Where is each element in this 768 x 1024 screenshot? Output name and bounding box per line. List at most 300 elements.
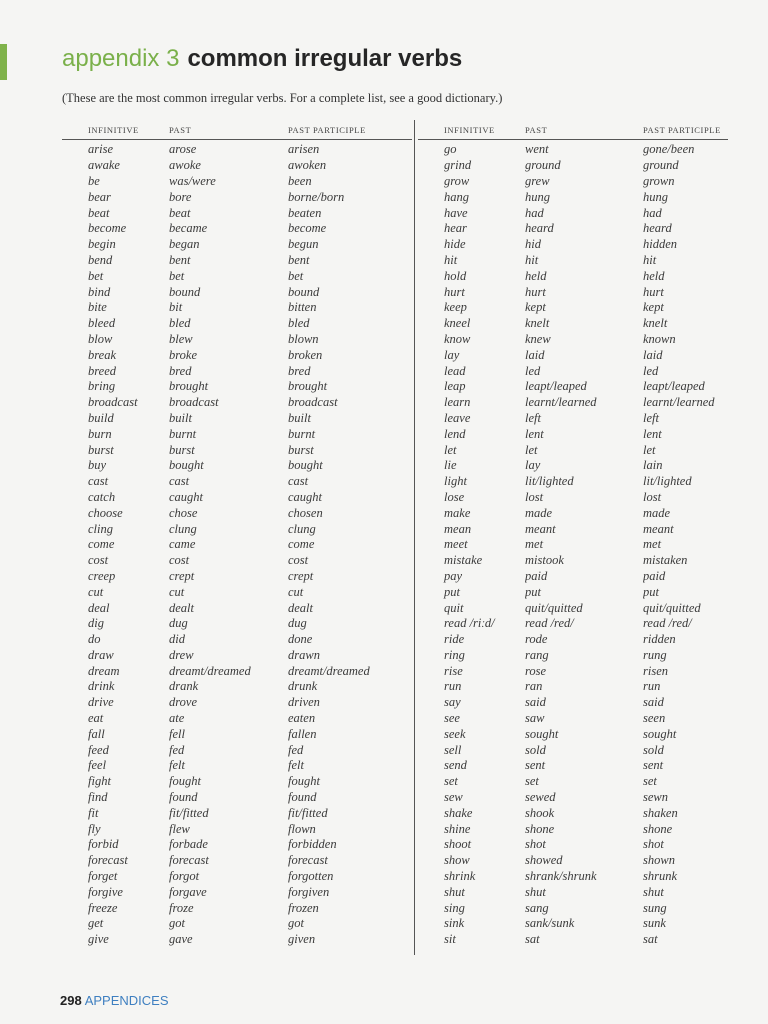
infinitive-cell: put: [444, 584, 460, 599]
past-participle-cell: hurt: [643, 284, 664, 299]
header-infinitive: INFINITIVE: [444, 125, 495, 135]
table-row: [418, 332, 728, 348]
past-cell: clung: [169, 521, 197, 536]
infinitive-cell: cut: [88, 584, 104, 599]
past-participle-cell: said: [643, 695, 664, 710]
past-cell: cost: [169, 553, 190, 568]
infinitive-cell: forbid: [88, 837, 119, 852]
past-cell: learnt/learned: [525, 395, 597, 410]
past-cell: meant: [525, 521, 556, 536]
table-row: [418, 742, 728, 758]
infinitive-cell: bind: [88, 284, 111, 299]
past-participle-cell: sunk: [643, 916, 666, 931]
table-row: [418, 426, 728, 442]
past-participle-cell: made: [643, 505, 671, 520]
table-row: [418, 584, 728, 600]
table-row: [62, 600, 412, 616]
infinitive-cell: send: [444, 758, 467, 773]
past-cell: lay: [525, 458, 541, 473]
past-participle-cell: shown: [643, 853, 675, 868]
past-cell: broadcast: [169, 395, 219, 410]
past-cell: rode: [525, 632, 548, 647]
past-cell: forgave: [169, 884, 207, 899]
table-row: [418, 774, 728, 790]
past-cell: shone: [525, 821, 555, 836]
past-cell: came: [169, 537, 196, 552]
table-row: [62, 253, 412, 269]
past-cell: knelt: [525, 316, 550, 331]
infinitive-cell: bet: [88, 268, 104, 283]
infinitive-cell: lay: [444, 347, 460, 362]
table-row: [62, 205, 412, 221]
past-cell: flew: [169, 821, 190, 836]
past-cell: crept: [169, 568, 195, 583]
infinitive-cell: make: [444, 505, 471, 520]
past-participle-cell: shone: [643, 821, 673, 836]
past-cell: forecast: [169, 853, 209, 868]
past-participle-cell: shrunk: [643, 869, 678, 884]
past-cell: bled: [169, 316, 191, 331]
past-cell: let: [525, 442, 538, 457]
table-row: [62, 521, 412, 537]
past-participle-cell: driven: [288, 695, 320, 710]
past-participle-cell: found: [288, 790, 317, 805]
table-row: [62, 332, 412, 348]
table-row: [418, 253, 728, 269]
table-row: [62, 663, 412, 679]
past-cell: fed: [169, 742, 185, 757]
past-participle-cell: lost: [643, 489, 662, 504]
past-cell: dreamt/dreamed: [169, 663, 251, 678]
past-cell: beat: [169, 205, 191, 220]
table-row: [418, 363, 728, 379]
past-participle-cell: sold: [643, 742, 664, 757]
past-participle-cell: bred: [288, 363, 311, 378]
past-participle-cell: blown: [288, 331, 319, 346]
table-row: [62, 900, 412, 916]
table-row: [62, 932, 412, 948]
table-row: [418, 505, 728, 521]
table-row: [418, 189, 728, 205]
infinitive-cell: leave: [444, 410, 471, 425]
past-participle-cell: forgotten: [288, 869, 334, 884]
table-row: [62, 142, 412, 158]
past-cell: forbade: [169, 837, 208, 852]
past-cell: shot: [525, 837, 546, 852]
past-cell: cast: [169, 474, 190, 489]
past-cell: burnt: [169, 426, 197, 441]
past-cell: put: [525, 584, 541, 599]
past-participle-cell: built: [288, 410, 311, 425]
table-row: [418, 537, 728, 553]
infinitive-cell: breed: [88, 363, 116, 378]
past-participle-cell: clung: [288, 521, 316, 536]
infinitive-cell: fall: [88, 726, 105, 741]
infinitive-cell: go: [444, 142, 457, 157]
infinitive-cell: choose: [88, 505, 123, 520]
past-cell: ran: [525, 679, 543, 694]
past-cell: read /red/: [525, 616, 574, 631]
infinitive-cell: find: [88, 790, 108, 805]
section-name: APPENDICES: [84, 993, 169, 1008]
table-row: [62, 189, 412, 205]
past-participle-cell: sewn: [643, 790, 668, 805]
infinitive-cell: shine: [444, 821, 471, 836]
past-cell: bet: [169, 268, 185, 283]
past-participle-cell: gone/been: [643, 142, 695, 157]
table-row: [418, 632, 728, 648]
past-participle-cell: caught: [288, 489, 323, 504]
past-participle-cell: cut: [288, 584, 304, 599]
past-cell: sold: [525, 742, 546, 757]
infinitive-cell: light: [444, 474, 467, 489]
past-cell: sent: [525, 758, 546, 773]
past-cell: drove: [169, 695, 197, 710]
past-cell: fell: [169, 726, 185, 741]
past-cell: left: [525, 410, 541, 425]
past-cell: froze: [169, 900, 194, 915]
past-participle-cell: done: [288, 632, 313, 647]
past-cell: met: [525, 537, 544, 552]
table-row: [418, 600, 728, 616]
past-cell: leapt/leaped: [525, 379, 587, 394]
infinitive-cell: pay: [444, 568, 463, 583]
past-cell: sang: [525, 900, 549, 915]
infinitive-cell: sink: [444, 916, 465, 931]
table-row: [62, 695, 412, 711]
page-title: [62, 45, 462, 73]
table-row: [418, 821, 728, 837]
past-cell: got: [169, 916, 185, 931]
infinitive-cell: see: [444, 711, 460, 726]
past-cell: cut: [169, 584, 185, 599]
table-row: [418, 916, 728, 932]
infinitive-cell: mean: [444, 521, 472, 536]
past-cell: heard: [525, 221, 554, 236]
table-row: [62, 569, 412, 585]
table-row: [418, 790, 728, 806]
table-row: [62, 774, 412, 790]
past-cell: sat: [525, 932, 540, 947]
infinitive-cell: know: [444, 331, 471, 346]
past-participle-cell: run: [643, 679, 661, 694]
past-cell: showed: [525, 853, 563, 868]
infinitive-cell: cost: [88, 553, 109, 568]
table-row: [418, 900, 728, 916]
past-participle-cell: come: [288, 537, 315, 552]
table-row: [62, 790, 412, 806]
past-participle-cell: sat: [643, 932, 658, 947]
infinitive-cell: ride: [444, 632, 465, 647]
infinitive-cell: quit: [444, 600, 464, 615]
infinitive-cell: forget: [88, 869, 118, 884]
past-cell: laid: [525, 347, 545, 362]
table-row: [62, 237, 412, 253]
table-row: [62, 821, 412, 837]
table-row: [62, 490, 412, 506]
infinitive-cell: get: [88, 916, 104, 931]
past-participle-cell: shot: [643, 837, 664, 852]
infinitive-cell: shoot: [444, 837, 472, 852]
past-cell: mistook: [525, 553, 564, 568]
past-cell: shrank/shrunk: [525, 869, 597, 884]
past-cell: ground: [525, 158, 561, 173]
table-row: [418, 174, 728, 190]
table-row: [62, 916, 412, 932]
infinitive-cell: have: [444, 205, 468, 220]
past-cell: hurt: [525, 284, 546, 299]
past-participle-cell: lent: [643, 426, 662, 441]
table-row: [62, 379, 412, 395]
table-row: [62, 584, 412, 600]
past-participle-cell: ridden: [643, 632, 676, 647]
past-cell: bred: [169, 363, 192, 378]
table-row: [418, 837, 728, 853]
table-row: [62, 726, 412, 742]
infinitive-cell: say: [444, 695, 461, 710]
table-row: [62, 711, 412, 727]
infinitive-cell: beat: [88, 205, 110, 220]
past-participle-cell: given: [288, 932, 316, 947]
header-infinitive: INFINITIVE: [88, 125, 139, 135]
past-participle-cell: bound: [288, 284, 320, 299]
past-cell: rose: [525, 663, 547, 678]
table-row: [418, 221, 728, 237]
infinitive-cell: awake: [88, 158, 120, 173]
header-past: PAST: [525, 125, 548, 135]
infinitive-cell: bring: [88, 379, 116, 394]
past-participle-cell: fought: [288, 774, 320, 789]
table-row: [62, 363, 412, 379]
past-participle-cell: quit/quitted: [643, 600, 701, 615]
infinitive-cell: hit: [444, 252, 458, 267]
infinitive-cell: hurt: [444, 284, 465, 299]
table-row: [418, 284, 728, 300]
infinitive-cell: burn: [88, 426, 112, 441]
infinitive-cell: hide: [444, 237, 466, 252]
infinitive-cell: shake: [444, 805, 473, 820]
table-row: [418, 869, 728, 885]
infinitive-cell: eat: [88, 711, 104, 726]
past-participle-cell: sent: [643, 758, 664, 773]
infinitive-cell: draw: [88, 647, 114, 662]
past-participle-cell: chosen: [288, 505, 323, 520]
table-row: [418, 347, 728, 363]
past-cell: kept: [525, 300, 546, 315]
past-cell: led: [525, 363, 541, 378]
table-row: [62, 553, 412, 569]
table-row: [418, 758, 728, 774]
past-cell: drank: [169, 679, 199, 694]
infinitive-cell: feel: [88, 758, 107, 773]
infinitive-cell: grow: [444, 173, 470, 188]
past-cell: had: [525, 205, 544, 220]
table-row: [62, 395, 412, 411]
table-row: [62, 221, 412, 237]
title-main-text: common irregular verbs: [187, 45, 463, 72]
past-participle-cell: eaten: [288, 711, 316, 726]
past-participle-cell: become: [288, 221, 327, 236]
table-row: [62, 884, 412, 900]
past-cell: shook: [525, 805, 555, 820]
table-row: [418, 442, 728, 458]
section-tab-marker: [0, 44, 7, 80]
table-row: [418, 395, 728, 411]
infinitive-cell: buy: [88, 458, 107, 473]
past-cell: chose: [169, 505, 198, 520]
infinitive-cell: cast: [88, 474, 109, 489]
past-cell: knew: [525, 331, 551, 346]
table-row: [418, 884, 728, 900]
past-participle-cell: heard: [643, 221, 672, 236]
infinitive-cell: bear: [88, 189, 111, 204]
infinitive-cell: dig: [88, 616, 104, 631]
infinitive-cell: show: [444, 853, 470, 868]
past-participle-cell: shaken: [643, 805, 678, 820]
past-participle-cell: fit/fitted: [288, 805, 328, 820]
infinitive-cell: catch: [88, 489, 116, 504]
past-participle-cell: dealt: [288, 600, 313, 615]
past-cell: hid: [525, 237, 541, 252]
past-participle-cell: borne/born: [288, 189, 345, 204]
infinitive-cell: let: [444, 442, 457, 457]
past-cell: lit/lighted: [525, 474, 574, 489]
infinitive-cell: forgive: [88, 884, 123, 899]
past-cell: sought: [525, 726, 559, 741]
past-participle-cell: laid: [643, 347, 663, 362]
table-row: [62, 805, 412, 821]
past-cell: gave: [169, 932, 193, 947]
infinitive-cell: cling: [88, 521, 113, 536]
past-cell: drew: [169, 647, 194, 662]
table-row: [418, 411, 728, 427]
past-participle-cell: lit/lighted: [643, 474, 692, 489]
past-cell: burst: [169, 442, 195, 457]
intro-note: (These are the most common irregular verbs. For a complete list, see a good dictionary.): [62, 91, 503, 105]
table-row: [62, 442, 412, 458]
past-participle-cell: cost: [288, 553, 309, 568]
table-row: [418, 805, 728, 821]
past-cell: bit: [169, 300, 183, 315]
past-participle-cell: frozen: [288, 900, 319, 915]
past-cell: dealt: [169, 600, 194, 615]
infinitive-cell: blow: [88, 331, 113, 346]
past-cell: lost: [525, 489, 544, 504]
past-cell: found: [169, 790, 198, 805]
past-participle-cell: broadcast: [288, 395, 338, 410]
infinitive-cell: ring: [444, 647, 465, 662]
infinitive-cell: fight: [88, 774, 111, 789]
table-row: [62, 411, 412, 427]
verb-table-right: [418, 119, 728, 948]
past-cell: broke: [169, 347, 197, 362]
past-participle-cell: felt: [288, 758, 304, 773]
table-row: [62, 474, 412, 490]
past-participle-cell: put: [643, 584, 659, 599]
table-header-right: [418, 119, 728, 140]
table-row: [62, 426, 412, 442]
header-past-participle: PAST PARTICIPLE: [643, 125, 721, 135]
table-row: [418, 695, 728, 711]
past-participle-cell: bled: [288, 316, 310, 331]
past-participle-cell: mistaken: [643, 553, 688, 568]
infinitive-cell: fly: [88, 821, 101, 836]
infinitive-cell: read /riːd/: [444, 616, 495, 631]
table-row: [62, 632, 412, 648]
past-cell: began: [169, 237, 200, 252]
infinitive-cell: mistake: [444, 553, 483, 568]
page-number: 298: [60, 993, 82, 1008]
past-cell: hit: [525, 252, 539, 267]
past-cell: awoke: [169, 158, 201, 173]
infinitive-cell: grind: [444, 158, 472, 173]
table-row: [418, 663, 728, 679]
title-appendix-number: appendix 3: [62, 45, 180, 72]
table-row: [62, 316, 412, 332]
past-participle-cell: leapt/leaped: [643, 379, 705, 394]
past-participle-cell: dug: [288, 616, 307, 631]
past-participle-cell: dreamt/dreamed: [288, 663, 370, 678]
past-participle-cell: arisen: [288, 142, 320, 157]
past-cell: quit/quitted: [525, 600, 583, 615]
header-past: PAST: [169, 125, 192, 135]
past-participle-cell: had: [643, 205, 662, 220]
infinitive-cell: hang: [444, 189, 469, 204]
past-cell: sank/sunk: [525, 916, 575, 931]
past-cell: bore: [169, 189, 192, 204]
table-row: [62, 458, 412, 474]
infinitive-cell: begin: [88, 237, 116, 252]
infinitive-cell: lie: [444, 458, 457, 473]
infinitive-cell: run: [444, 679, 462, 694]
past-participle-cell: awoken: [288, 158, 327, 173]
past-participle-cell: bought: [288, 458, 323, 473]
infinitive-cell: arise: [88, 142, 113, 157]
infinitive-cell: hear: [444, 221, 467, 236]
infinitive-cell: hold: [444, 268, 467, 283]
past-cell: was/were: [169, 173, 216, 188]
past-participle-cell: been: [288, 173, 312, 188]
past-cell: said: [525, 695, 546, 710]
table-row: [62, 742, 412, 758]
past-participle-cell: led: [643, 363, 659, 378]
infinitive-cell: become: [88, 221, 127, 236]
infinitive-cell: burst: [88, 442, 114, 457]
infinitive-cell: lead: [444, 363, 466, 378]
past-cell: arose: [169, 142, 197, 157]
infinitive-cell: build: [88, 410, 114, 425]
table-row: [62, 158, 412, 174]
past-participle-cell: burst: [288, 442, 314, 457]
past-cell: held: [525, 268, 547, 283]
past-cell: fought: [169, 774, 201, 789]
past-participle-cell: forbidden: [288, 837, 337, 852]
past-participle-cell: read /red/: [643, 616, 692, 631]
table-row: [62, 300, 412, 316]
column-divider: [414, 120, 415, 955]
infinitive-cell: shrink: [444, 869, 476, 884]
table-row: [418, 142, 728, 158]
past-cell: rang: [525, 647, 549, 662]
infinitive-cell: broadcast: [88, 395, 138, 410]
past-cell: saw: [525, 711, 545, 726]
past-participle-cell: forgiven: [288, 884, 330, 899]
infinitive-cell: deal: [88, 600, 110, 615]
past-participle-cell: met: [643, 537, 662, 552]
past-participle-cell: sought: [643, 726, 677, 741]
past-cell: sewed: [525, 790, 556, 805]
table-row: [418, 521, 728, 537]
